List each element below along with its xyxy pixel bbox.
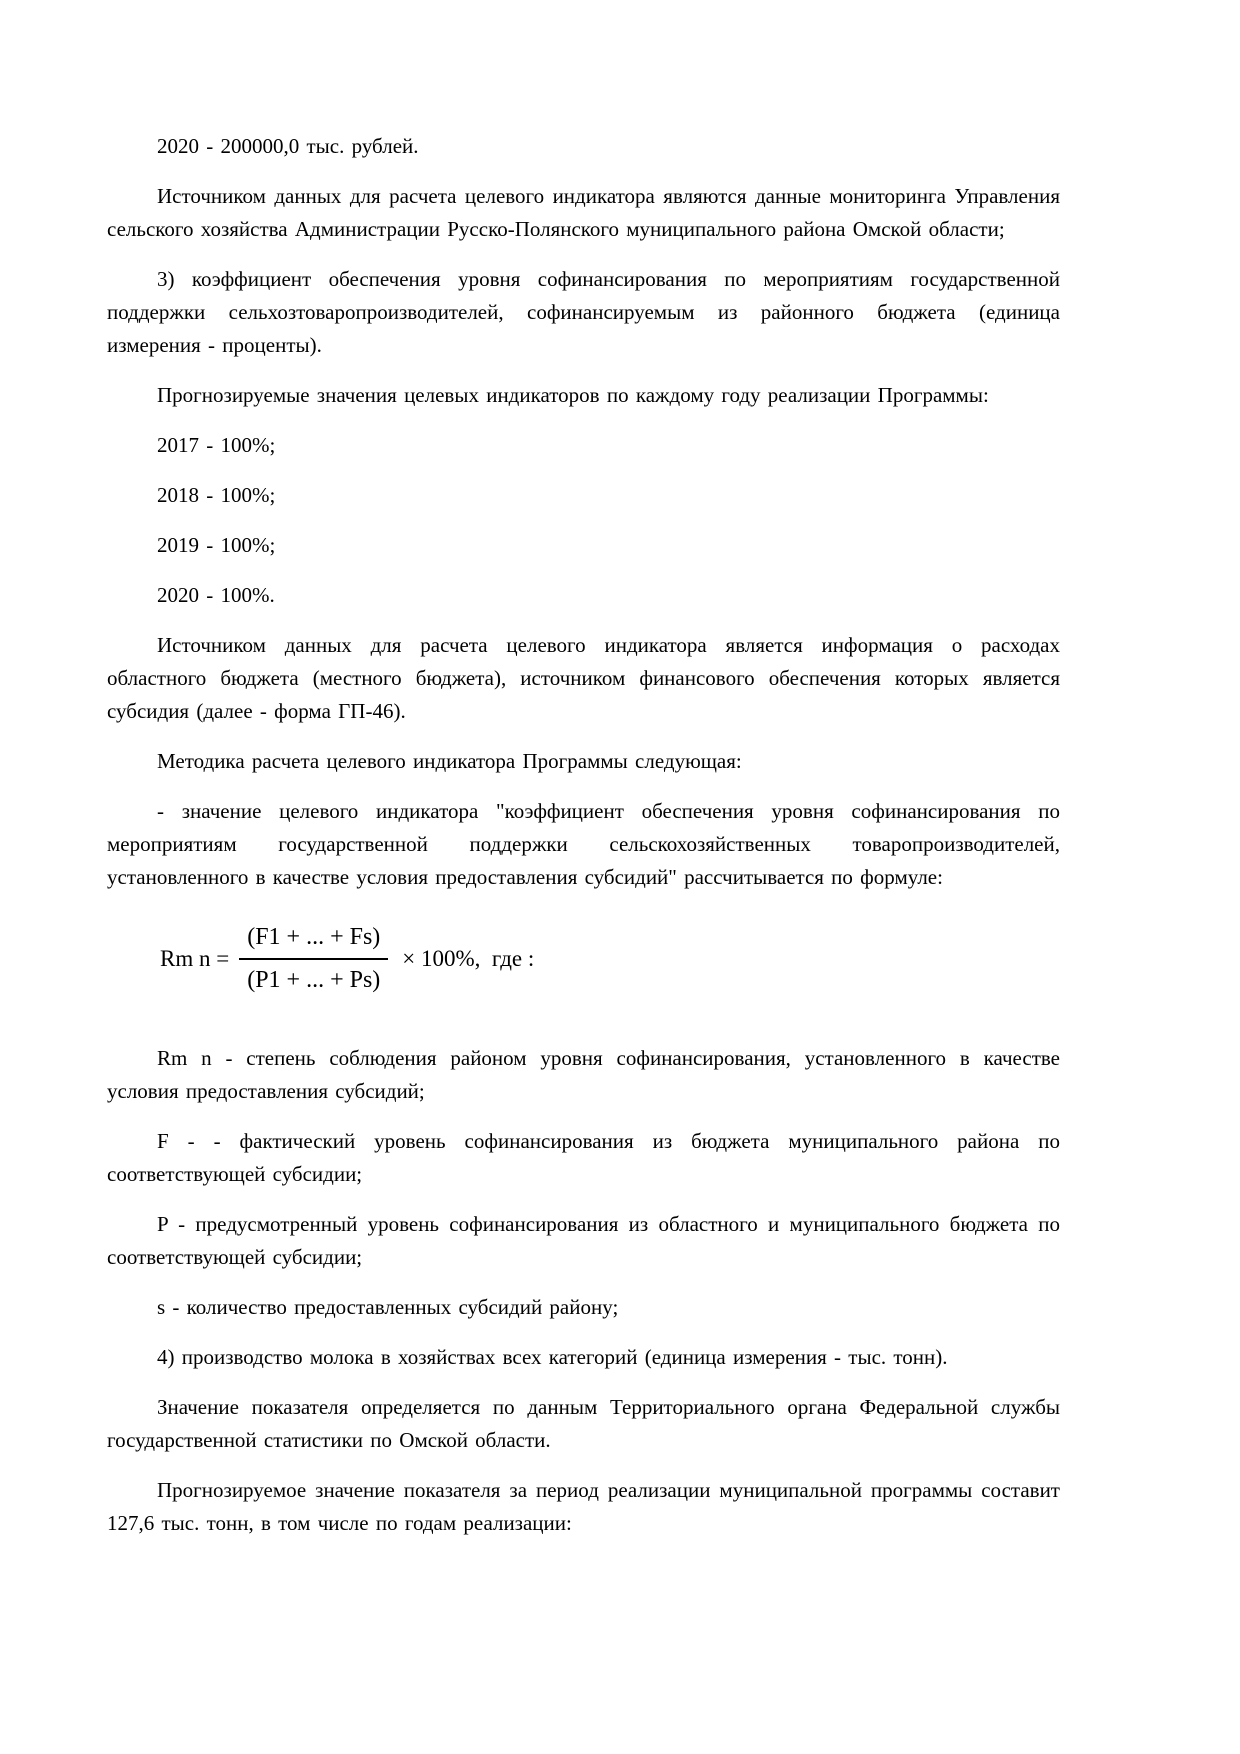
formula-numerator: (F1 + ... + Fs): [247, 924, 381, 950]
paragraph-year-2018: 2018 - 100%;: [157, 483, 276, 507]
paragraph-p-definition: P - предусмотренный уровень софинансирования из областного и муниципального бюджета по соответствующей субсидии;: [107, 1212, 1060, 1270]
paragraph-statistics-source: Значение показателя определяется по данным Территориального органа Федеральной службы государственной статистики по Омской области.: [107, 1395, 1060, 1453]
paragraph-data-source-monitoring: Источником данных для расчета целевого индикатора являются данные мониторинга Управления сельского хозяйства Администрации Русско-Полянского муниципального района Омской области;: [107, 184, 1060, 241]
paragraph-forecast-127-6: Прогнозируемое значение показателя за период реализации муниципальной программы составит 127,6 тыс. тонн, в том числе по годам реализации:: [107, 1478, 1060, 1536]
formula-block: [160, 922, 1060, 996]
paragraph-rmn-definition: Rm n - степень соблюдения районом уровня софинансирования, установленного в качестве условия предоставления субсидий;: [107, 1046, 1060, 1104]
paragraph-year-2019: 2019 - 100%;: [157, 533, 276, 557]
formula-fraction: [239, 922, 388, 996]
formula-denominator: (P1 + ... + Ps): [239, 958, 388, 996]
paragraph-2020-rubles: 2020 - 200000,0 тыс. рублей.: [157, 134, 419, 158]
formula-rhs: × 100%, где :: [402, 946, 535, 972]
paragraph-s-definition: s - количество предоставленных субсидий району;: [157, 1295, 619, 1320]
paragraph-method-intro: Методика расчета целевого индикатора Программы следующая:: [157, 749, 742, 773]
formula-lhs: Rm n =: [160, 946, 230, 972]
paragraph-data-source-gp46: Источником данных для расчета целевого индикатора является информация о расходах областного бюджета (местного бюджета), источником финансового обеспечения которых является субсидия (далее - форма ГП-46).: [107, 633, 1060, 723]
paragraph-indicator-value-definition: - значение целевого индикатора "коэффициент обеспечения уровня софинансирования по мероприятиям государственной поддержки сельскохозяйственных товаропроизводителей, установленного в качестве условия предоставления субсидий" рассчитывается по формуле:: [107, 799, 1060, 889]
paragraph-forecast-values-intro: Прогнозируемые значения целевых индикаторов по каждому году реализации Программы:: [157, 383, 989, 407]
paragraph-indicator-4-milk: 4) производство молока в хозяйствах всех категорий (единица измерения - тыс. тонн).: [157, 1345, 948, 1370]
paragraph-year-2020: 2020 - 100%.: [157, 583, 275, 607]
paragraph-year-2017: 2017 - 100%;: [157, 433, 276, 457]
paragraph-indicator-3-coefficient: 3) коэффициент обеспечения уровня софинансирования по мероприятиям государственной поддержки сельхозтоваропроизводителей, софинансируемым из районного бюджета (единица измерения - проценты).: [107, 267, 1060, 357]
paragraph-f-definition: F - - фактический уровень софинансирования из бюджета муниципального района по соответствующей субсидии;: [107, 1129, 1060, 1187]
